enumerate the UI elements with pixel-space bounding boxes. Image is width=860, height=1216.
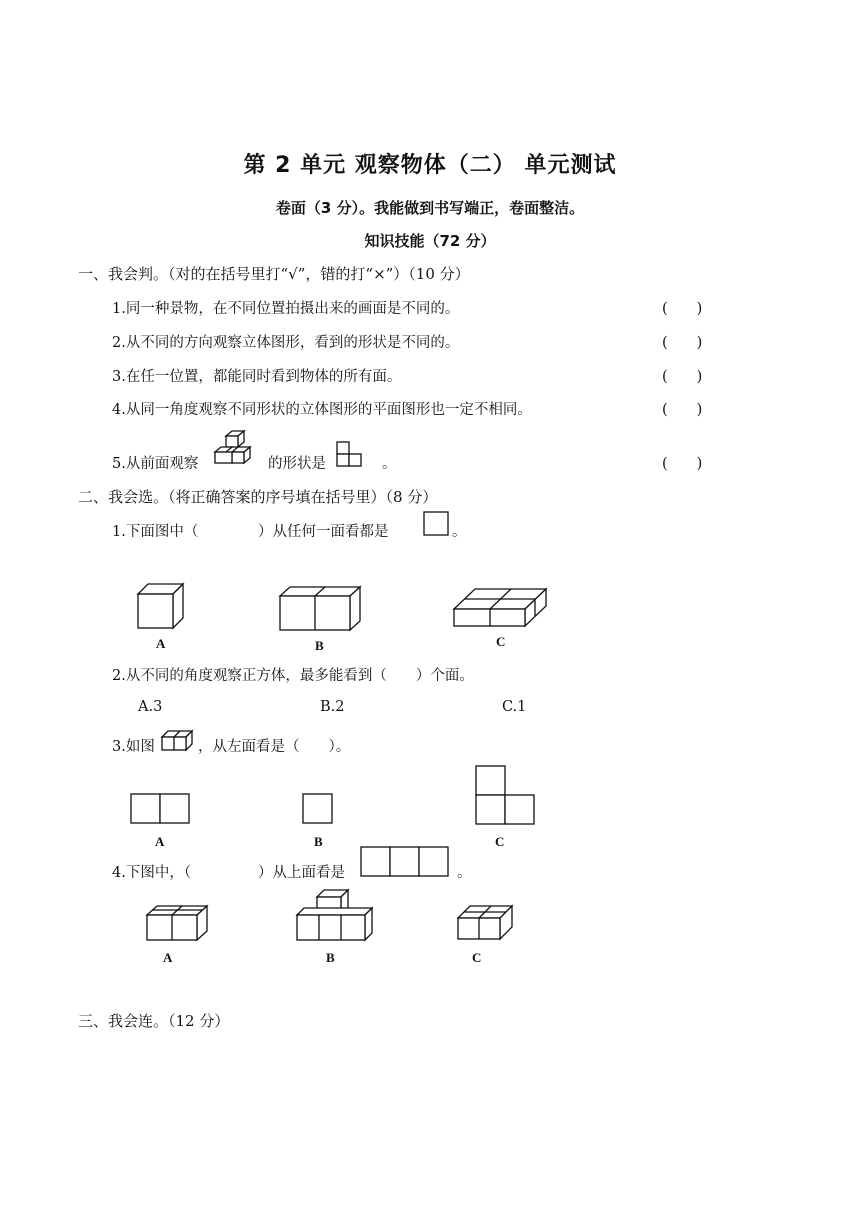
q4-figure-b: [296, 889, 372, 943]
judge-item-5-end: 。: [382, 456, 397, 472]
q3-label-a: A: [155, 834, 165, 849]
q4-figure-c: [457, 905, 515, 943]
q1-figure-c: [453, 588, 549, 630]
answer-paren-4[interactable]: ( ): [662, 402, 703, 418]
judge-item-1: 1.同一种景物，在不同位置拍摄出来的画面是不同的。: [112, 301, 460, 317]
page-title: 第 2 单元 观察物体（二） 单元测试: [243, 153, 617, 178]
q2-option-c: C.1: [502, 699, 527, 715]
q4-text-start: 4.下图中，（: [112, 865, 192, 881]
judge-item-3: 3.在任一位置，都能同时看到物体的所有面。: [112, 369, 402, 385]
q3-text-start: 3.如图: [112, 739, 155, 755]
q1-label-c: C: [496, 634, 506, 649]
q3-option-b-view: [302, 793, 334, 825]
q2-option-a: A.3: [138, 699, 163, 715]
q4-label-a: A: [163, 950, 173, 965]
answer-paren-2[interactable]: ( ): [662, 335, 703, 351]
q2-text: 2.从不同的角度观察正方体，最多能看到（ ）个面。: [112, 668, 474, 684]
judge-item-4: 4.从同一角度观察不同形状的立体图形的平面图形也一定不相同。: [112, 402, 532, 418]
q3-label-c: C: [495, 834, 505, 849]
q1-text-end: 。: [452, 524, 467, 540]
q3-text-end: ，从左面看是（ ）。: [198, 739, 351, 755]
q4-text-end: 。: [457, 865, 472, 881]
q1-text-middle: ）从任何一面看都是: [258, 524, 389, 540]
judge-item-5-middle: 的形状是: [268, 456, 326, 472]
q3-label-b: B: [314, 834, 323, 849]
q1-label-b: B: [315, 638, 324, 653]
q4-label-c: C: [472, 950, 482, 965]
q3-option-a-view: [130, 793, 192, 825]
q4-top-view: [360, 846, 454, 878]
skills-heading: 知识技能（72 分）: [364, 232, 496, 250]
answer-paren-5[interactable]: ( ): [662, 456, 703, 472]
q1-figure-a: [137, 583, 187, 629]
item5-solid-figure: [215, 428, 265, 468]
q4-figure-a: [146, 905, 210, 943]
item5-front-view: [336, 441, 364, 469]
q1-figure-b: [279, 586, 363, 632]
judge-item-2: 2.从不同的方向观察立体图形，看到的形状是不同的。: [112, 335, 460, 351]
section3-heading: 三、我会连。（12 分）: [78, 1012, 230, 1030]
answer-paren-1[interactable]: ( ): [662, 301, 703, 317]
judge-item-5-start: 5.从前面观察: [112, 456, 199, 472]
q1-square-view: [423, 511, 451, 537]
q3-solid-figure: [161, 729, 195, 753]
q1-label-a: A: [156, 636, 166, 651]
q1-text-start: 1.下面图中（: [112, 524, 199, 540]
q3-option-c-view: [475, 765, 537, 827]
neatness-note: 卷面（3 分）。我能做到书写端正，卷面整洁。: [275, 199, 585, 217]
q2-option-b: B.2: [320, 699, 345, 715]
section2-heading: 二、我会选。（将正确答案的序号填在括号里）（8 分）: [78, 488, 438, 506]
q4-label-b: B: [326, 950, 335, 965]
answer-paren-3[interactable]: ( ): [662, 369, 703, 385]
q4-text-middle: ）从上面看是: [258, 865, 345, 881]
section1-heading: 一、我会判。（对的在括号里打“√”，错的打“×”）（10 分）: [78, 265, 470, 283]
